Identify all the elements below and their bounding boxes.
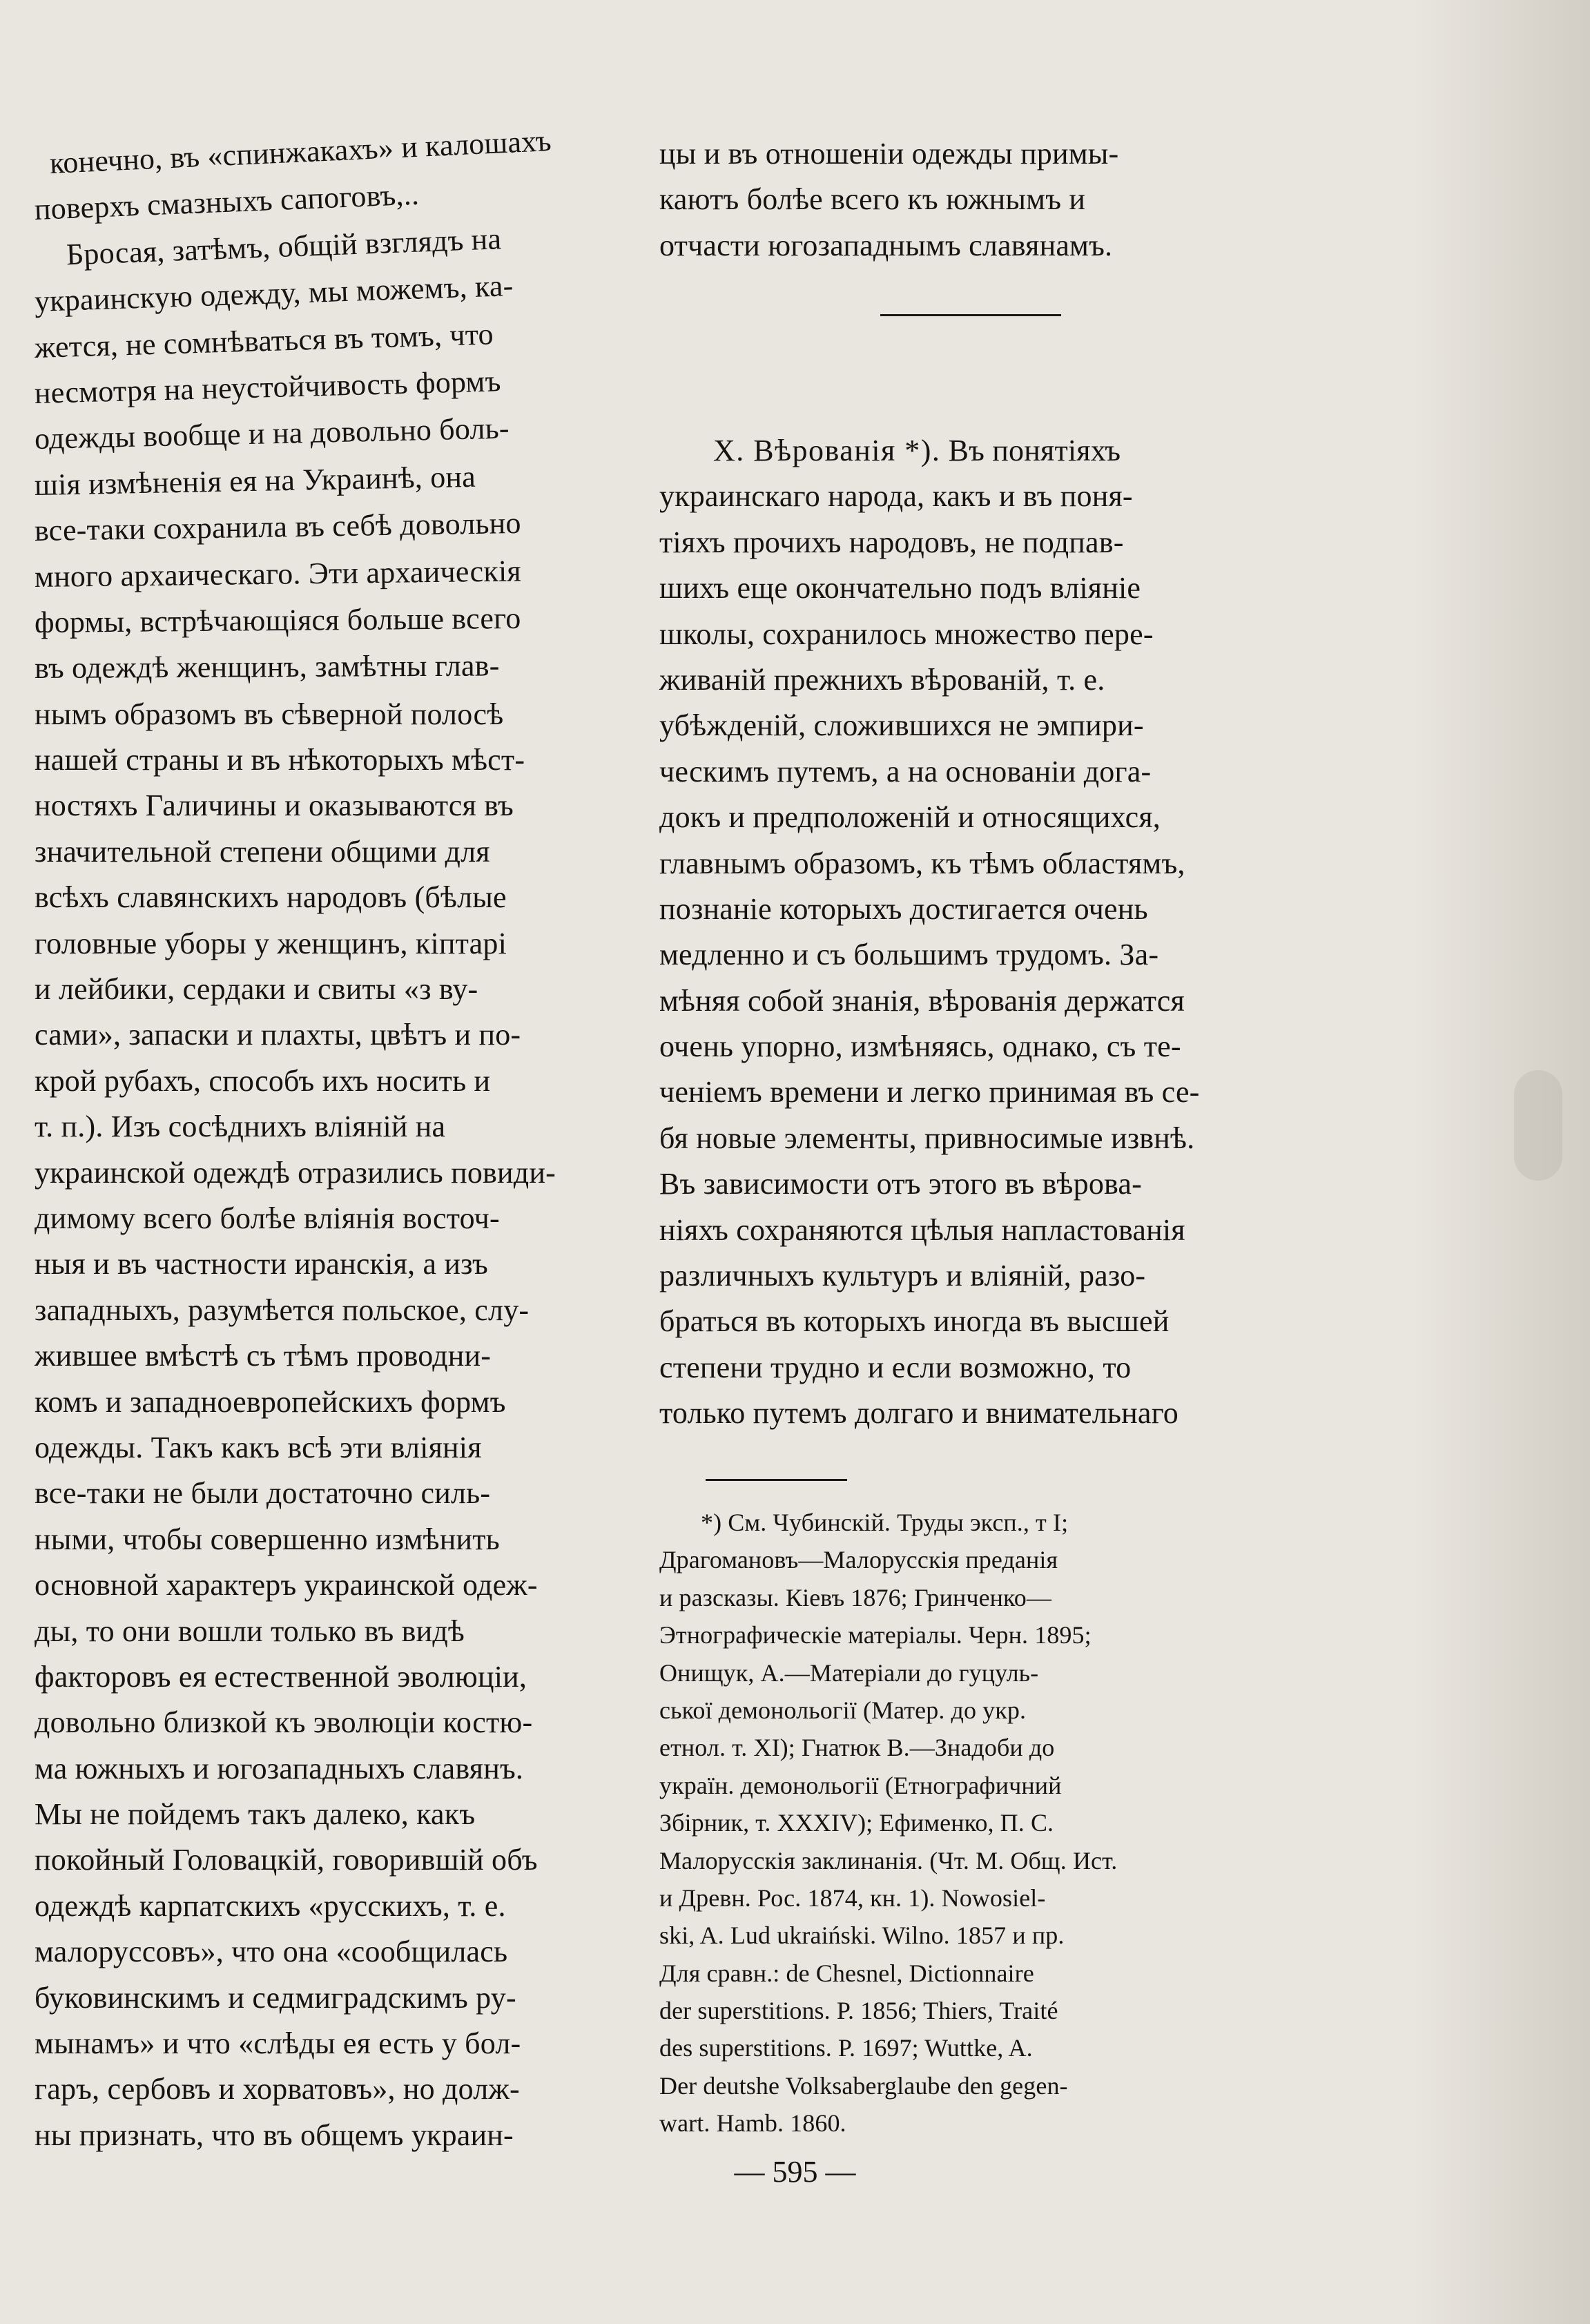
text-line: формы, встрѣчающіяся больше всего xyxy=(34,601,521,639)
footnote-line: и Древн. Рос. 1874, кн. 1). Nowosiel- xyxy=(659,1884,1046,1912)
footnote-line: україн. демонольогії (Етнографичний xyxy=(659,1771,1062,1799)
text-line: убѣжденій, сложившихся не эмпири- xyxy=(659,708,1144,743)
text-line: украинскую одежду, мы можемъ, ка- xyxy=(34,269,514,319)
text-line: несмотря на неустойчивость формъ xyxy=(34,364,502,410)
text-line: ченіемъ времени и легко принимая въ се- xyxy=(659,1075,1200,1110)
text-line: и лейбики, сердаки и свиты «з ву- xyxy=(35,972,478,1007)
text-line: основной характеръ украинской одеж- xyxy=(35,1568,538,1602)
text-line: много архаическаго. Эти архаическія xyxy=(34,553,522,594)
text-line: все-таки не были достаточно силь- xyxy=(35,1476,491,1511)
text-line: жется, не сомнѣваться въ томъ, что xyxy=(34,316,494,365)
text-line: Въ зависимости отъ этого въ вѣрова- xyxy=(659,1167,1143,1201)
text-line: въ одеждѣ женщинъ, замѣтны глав- xyxy=(34,648,500,686)
footnote-rule xyxy=(706,1479,847,1481)
paper-smudge xyxy=(1514,1070,1562,1181)
text-line: нымъ образомъ въ сѣверной полосѣ xyxy=(35,697,504,731)
footnote-line: wart. Hamb. 1860. xyxy=(659,2109,846,2138)
text-line: ды, то они вошли только въ видѣ xyxy=(35,1614,465,1648)
text-line: жившее вмѣстѣ съ тѣмъ проводни- xyxy=(35,1339,492,1373)
text-line: западныхъ, разумѣется польское, слу- xyxy=(35,1292,530,1327)
footnote-line: Малорусскія заклинанія. (Чт. М. Общ. Ист. xyxy=(659,1846,1118,1875)
footnote-line: ської демонольогії (Матер. до укр. xyxy=(659,1696,1027,1724)
text-line: каютъ болѣе всего къ южнымъ и xyxy=(659,182,1086,217)
text-line: школы, сохранилось множество пере- xyxy=(659,617,1154,651)
footnote-line: Этнографическіе матеріалы. Черн. 1895; xyxy=(659,1621,1092,1649)
text-line: мѣняя собой знанія, вѣрованія держатся xyxy=(659,983,1185,1018)
footnote xyxy=(659,1504,1295,2142)
text-line: крой рубахъ, способъ ихъ носить и xyxy=(35,1063,491,1098)
text-line: факторовъ ея естественной эволюціи, xyxy=(35,1659,527,1694)
left-column xyxy=(33,124,614,2158)
text-line: тіяхъ прочихъ народовъ, не подпав- xyxy=(659,525,1124,559)
text-line: отчасти югозападнымъ славянамъ. xyxy=(659,228,1113,262)
text-line: одеждѣ карпатскихъ «русскихъ, т. е. xyxy=(35,1888,506,1923)
text-line: познаніе которыхъ достигается очень xyxy=(659,891,1148,926)
footnote-line: *) См. Чубинскій. Труды эксп., т I; xyxy=(701,1509,1069,1536)
text-line: димому всего болѣе вліянія восточ- xyxy=(35,1201,500,1235)
text-line: браться въ которыхъ иногда въ высшей xyxy=(659,1304,1170,1339)
text-line: ніяхъ сохраняются цѣлыя напластованія xyxy=(659,1212,1185,1247)
section-heading: X. Вѣрованія *). xyxy=(713,434,941,467)
text-line: шія измѣненія ея на Украинѣ, она xyxy=(34,459,476,502)
text-line: сами», запаски и плахты, цвѣтъ и по- xyxy=(35,1018,521,1052)
footnote-line: Для сравн.: de Chesnel, Dictionnaire xyxy=(659,1959,1034,1987)
footnote-line: етнол. т. XI); Гнатюк В.—Знадоби до xyxy=(659,1734,1055,1762)
section-divider xyxy=(880,314,1061,316)
text-line: буковинскимъ и седмиградскимъ ру- xyxy=(35,1980,516,2015)
text-line: одежды вообще и на довольно боль- xyxy=(34,411,510,456)
text-line: комъ и западноевропейскихъ формъ xyxy=(35,1384,506,1419)
text-line: т. п.). Изъ сосѣднихъ вліяній на xyxy=(35,1110,446,1144)
section-first-line-text: Въ понятіяхъ xyxy=(940,434,1121,467)
text-line: ныя и въ частности иранскія, а изъ xyxy=(35,1247,488,1281)
text-line: ными, чтобы совершенно измѣнить xyxy=(35,1522,500,1556)
page-edge-shadow xyxy=(1410,0,1590,2324)
page-number: — 595 — xyxy=(734,2155,856,2189)
text-line: очень упорно, измѣняясь, однако, съ те- xyxy=(659,1029,1181,1064)
text-line: шихъ еще окончательно подъ вліяніе xyxy=(659,571,1141,606)
text-line: головные уборы у женщинъ, кіптарі xyxy=(35,926,507,960)
text-line: цы и въ отношеніи одежды примы- xyxy=(659,137,1119,171)
text-line: довольно близкой къ эволюціи костю- xyxy=(35,1705,533,1740)
text-line: покойный Головацкій, говорившій объ xyxy=(35,1843,538,1877)
section-first-line xyxy=(659,428,1295,474)
text-line: докъ и предположеній и относящихся, xyxy=(659,800,1161,835)
footnote-line: der superstitions. P. 1856; Thiers, Traité xyxy=(659,1997,1058,2025)
footnote-line: Драгомановъ—Малорусскія преданія xyxy=(659,1546,1058,1574)
text-line: Мы не пойдемъ такъ далеко, какъ xyxy=(35,1797,476,1832)
footnote-line: и разсказы. Кіевъ 1876; Гринченко— xyxy=(659,1583,1051,1611)
text-line: значительной степени общими для xyxy=(35,834,490,869)
text-line: только путемъ долгаго и внимательнаго xyxy=(659,1396,1179,1431)
text-line: живаній прежнихъ вѣрованій, т. е. xyxy=(659,662,1105,697)
footnote-line: Збірник, т. XXXIV); Ефименко, П. С. xyxy=(659,1809,1054,1837)
text-line: малоруссовъ», что она «сообщилась xyxy=(35,1935,508,1969)
text-line: всѣхъ славянскихъ народовъ (бѣлые xyxy=(35,880,507,915)
text-line: поверхъ смазныхъ сапоговъ,.. xyxy=(33,177,420,227)
section-beliefs xyxy=(659,428,1295,1437)
text-line: все-таки сохранила въ себѣ довольно xyxy=(34,506,521,548)
footnote-line: Der deutshe Volksaberglaube den gegen- xyxy=(659,2071,1068,2100)
text-line: главнымъ образомъ, къ тѣмъ областямъ, xyxy=(659,846,1185,880)
text-line: украинской одеждѣ отразились повиди- xyxy=(35,1155,556,1190)
text-line: Бросая, затѣмъ, общій взглядъ на xyxy=(66,222,502,272)
text-line: степени трудно и если возможно, то xyxy=(659,1350,1132,1384)
text-line: бя новые элементы, привносимые извнѣ. xyxy=(659,1121,1195,1155)
text-line: одежды. Такъ какъ всѣ эти вліянія xyxy=(35,1430,482,1464)
text-line: различныхъ культуръ и вліяній, разо- xyxy=(659,1259,1146,1293)
text-line: нашей страны и въ нѣкоторыхъ мѣст- xyxy=(35,743,525,777)
footnote-line: des superstitions. P. 1697; Wuttke, A. xyxy=(659,2034,1033,2062)
text-line: мынамъ» и что «слѣды ея есть у бол- xyxy=(35,2026,521,2061)
right-column-top xyxy=(659,131,1295,269)
text-line: украинскаго народа, какъ и въ поня- xyxy=(659,479,1133,514)
text-line: конечно, въ «спинжакахъ» и калошахъ xyxy=(48,124,552,180)
footnote-line: Онищук, А.—Матеріали до гуцуль- xyxy=(659,1658,1039,1687)
text-line: ны признать, что въ общемъ украин- xyxy=(35,2118,514,2152)
footnote-line: ski, A. Lud ukraiński. Wilno. 1857 и пр. xyxy=(659,1921,1065,1950)
text-line: ностяхъ Галичины и оказываются въ xyxy=(35,788,514,823)
text-line: ма южныхъ и югозападныхъ славянъ. xyxy=(35,1751,524,1785)
text-line: ческимъ путемъ, а на основаніи дога- xyxy=(659,754,1152,788)
text-line: гаръ, сербовъ и хорватовъ», но долж- xyxy=(35,2072,520,2107)
text-line: медленно и съ большимъ трудомъ. За- xyxy=(659,938,1159,972)
